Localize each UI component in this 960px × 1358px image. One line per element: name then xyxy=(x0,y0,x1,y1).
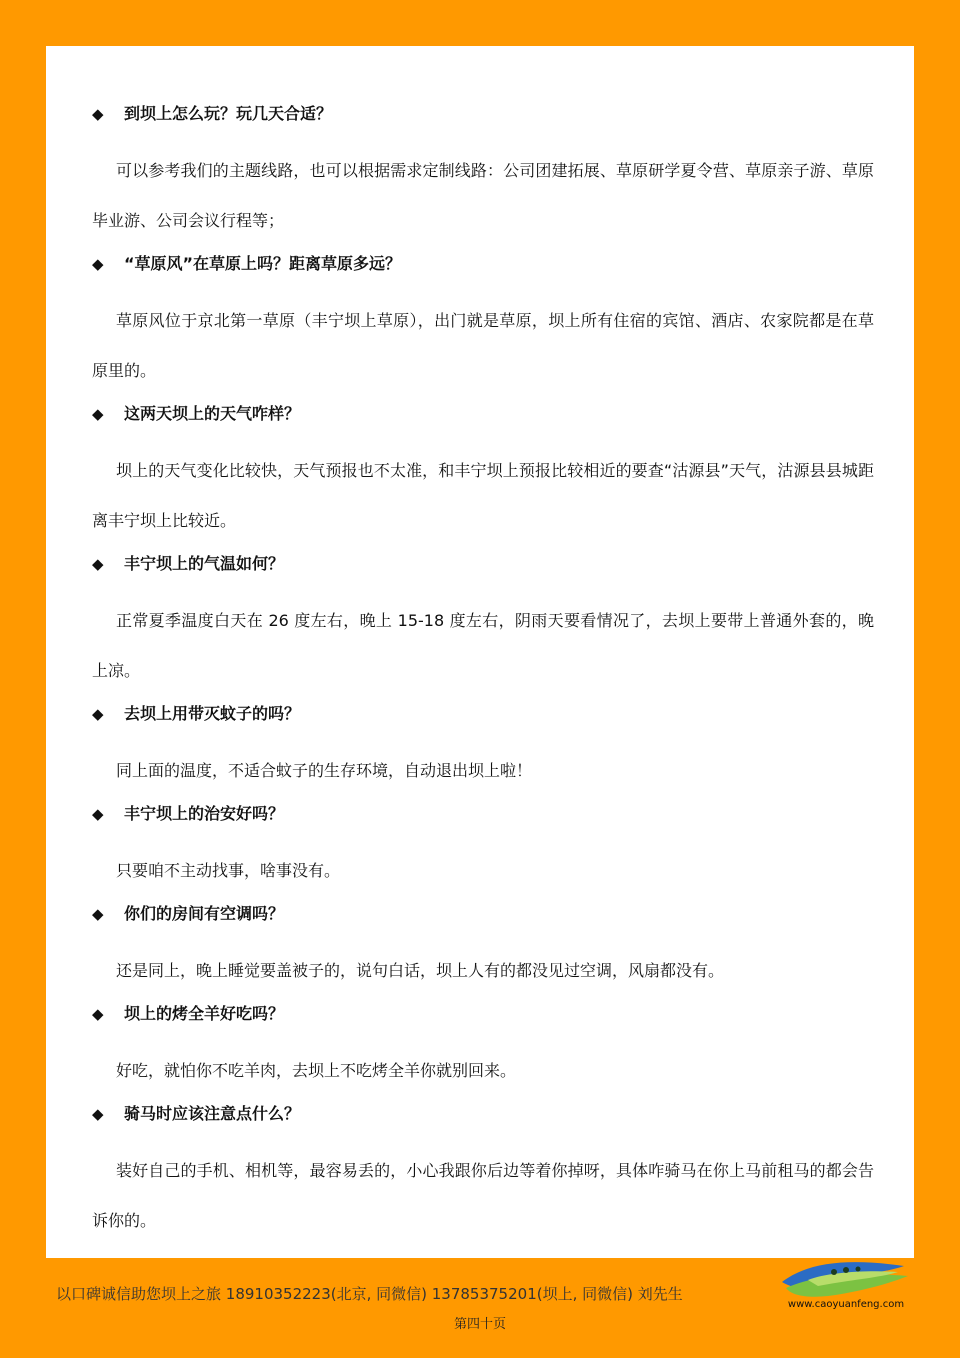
footer-contact: 以口碑诚信助您坝上之旅 18910352223(北京, 同微信) 13785375201(坝上, 同微信) 刘先生 xyxy=(56,1285,683,1303)
qa-item xyxy=(92,546,874,696)
diamond-bullet-icon: ◆ xyxy=(92,555,104,573)
qa-item xyxy=(92,96,874,246)
diamond-bullet-icon: ◆ xyxy=(92,1105,104,1123)
qa-item xyxy=(92,246,874,396)
diamond-bullet-icon: ◆ xyxy=(92,805,104,823)
page-sheet xyxy=(46,46,914,1258)
qa-list xyxy=(92,96,874,1246)
logo-url: www.caoyuanfeng.com xyxy=(787,1299,905,1310)
question: ◆ 这两天坝上的天气咋样？ xyxy=(92,396,874,446)
answer: 坝上的天气变化比较快，天气预报也不太准，和丰宁坝上预报比较相近的要查“沽源县”天气，沽源县县城距离丰宁坝上比较近。 xyxy=(92,461,874,530)
diamond-bullet-icon: ◆ xyxy=(92,255,104,273)
diamond-bullet-icon: ◆ xyxy=(92,905,104,923)
diamond-bullet-icon: ◆ xyxy=(92,405,104,423)
answer: 只要咱不主动找事，啥事没有。 xyxy=(116,861,341,880)
question: ◆ 骑马时应该注意点什么？ xyxy=(92,1096,874,1146)
answer: 可以参考我们的主题线路，也可以根据需求定制线路：公司团建拓展、草原研学夏令营、草原亲子游、草原毕业游、公司会议行程等； xyxy=(92,161,874,230)
answer: 装好自己的手机、相机等，最容易丢的，小心我跟你后边等着你掉呀，具体咋骑马在你上马前租马的都会告诉你的。 xyxy=(92,1161,874,1230)
question: ◆ 到坝上怎么玩？玩几天合适？ xyxy=(92,96,874,146)
qa-item xyxy=(92,896,874,996)
qa-item xyxy=(92,696,874,796)
brand-logo xyxy=(778,1252,914,1314)
question: ◆ 丰宁坝上的气温如何？ xyxy=(92,546,874,596)
diamond-bullet-icon: ◆ xyxy=(92,105,104,123)
answer: 好吃，就怕你不吃羊肉，去坝上不吃烤全羊你就别回来。 xyxy=(116,1061,517,1080)
answer: 还是同上，晚上睡觉要盖被子的，说句白话，坝上人有的都没见过空调，风扇都没有。 xyxy=(116,961,725,980)
qa-item xyxy=(92,396,874,546)
qa-item xyxy=(92,796,874,896)
question: ◆ 坝上的烤全羊好吃吗？ xyxy=(92,996,874,1046)
question: ◆ 去坝上用带灭蚊子的吗？ xyxy=(92,696,874,746)
answer: 正常夏季温度白天在 26 度左右，晚上 15-18 度左右，阴雨天要看情况了，去坝上要带上普通外套的，晚上凉。 xyxy=(92,611,874,680)
question: ◆ 你们的房间有空调吗？ xyxy=(92,896,874,946)
question: ◆ “草原风”在草原上吗？距离草原多远？ xyxy=(92,246,874,296)
diamond-bullet-icon: ◆ xyxy=(92,705,104,723)
qa-item xyxy=(92,1096,874,1246)
page-number: 第四十页 xyxy=(453,1317,506,1332)
diamond-bullet-icon: ◆ xyxy=(92,1005,104,1023)
answer: 同上面的温度，不适合蚊子的生存环境，自动退出坝上啦！ xyxy=(116,761,533,780)
grassland-logo-icon xyxy=(778,1252,914,1300)
answer: 草原风位于京北第一草原（丰宁坝上草原），出门就是草原，坝上所有住宿的宾馆、酒店、农家院都是在草原里的。 xyxy=(92,311,874,380)
qa-item xyxy=(92,996,874,1096)
question: ◆ 丰宁坝上的治安好吗？ xyxy=(92,796,874,846)
